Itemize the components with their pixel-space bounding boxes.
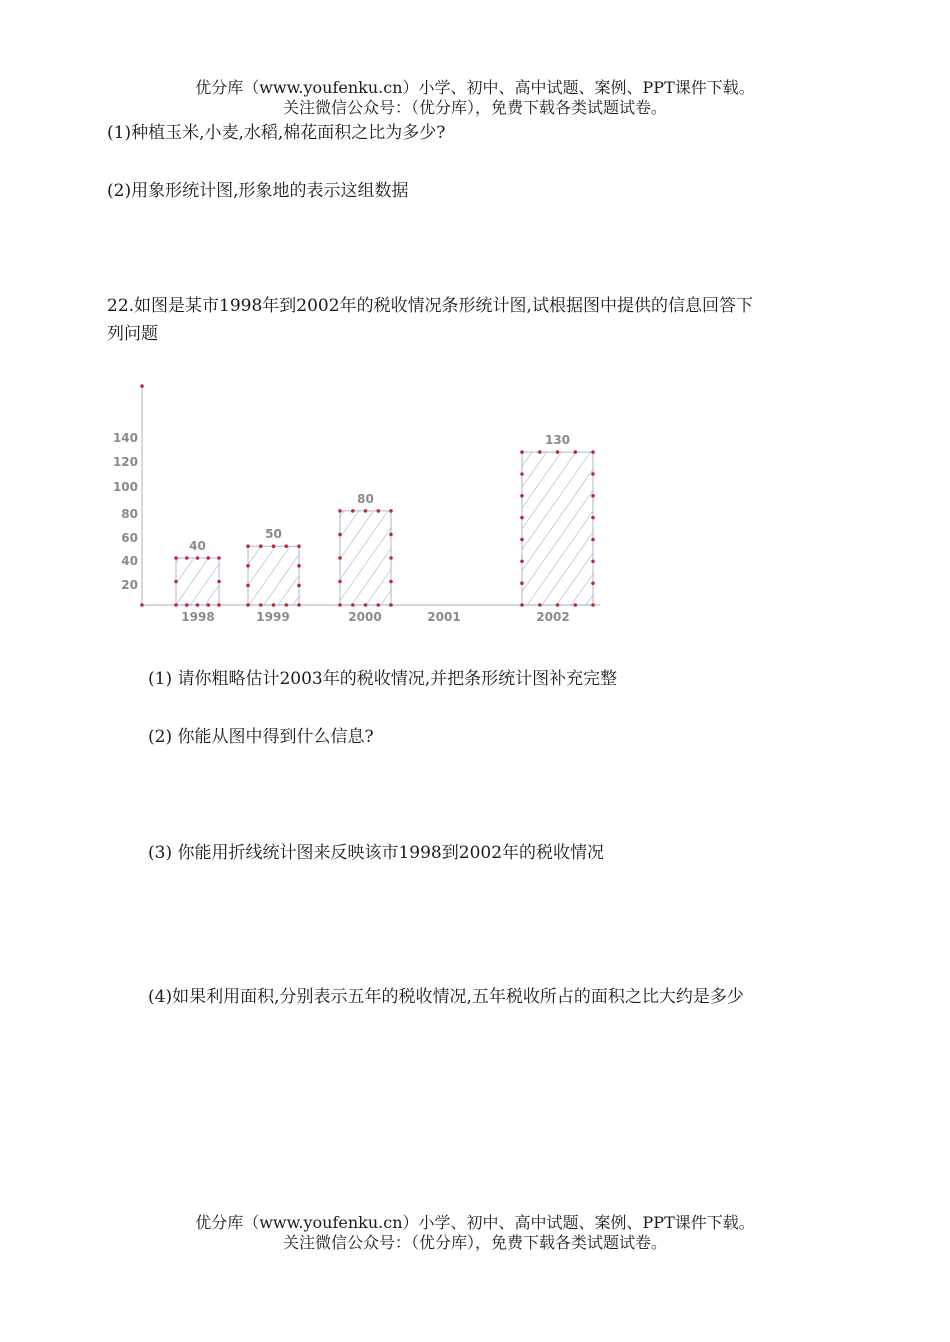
bar-1999-dot-2 — [272, 544, 276, 548]
problem-22-stem-line-2: 列问题 — [107, 324, 158, 344]
bar-1998-dot-7 — [196, 603, 200, 607]
bar-2002-dot-12 — [520, 494, 524, 498]
bar-2002-dot-2 — [556, 450, 560, 454]
bar-2000-dot-13 — [389, 556, 393, 560]
bar-1999-dot-7 — [272, 603, 276, 607]
bar-1998-dot-0 — [174, 556, 178, 560]
bar-2002-dot-19 — [591, 560, 595, 564]
bar-2002-dot-6 — [538, 603, 542, 607]
bar-2000-dot-15 — [389, 580, 393, 584]
bar-1999-dot-3 — [285, 544, 289, 548]
bar-2002-dot-18 — [520, 560, 524, 564]
y-tick-label-60: 60 — [121, 531, 138, 545]
bar-1998-dot-11 — [217, 580, 221, 584]
x-tick-label-2000: 2000 — [348, 610, 382, 624]
bar-2002-dot-4 — [591, 450, 595, 454]
bar-2000-dot-9 — [389, 603, 393, 607]
bar-2000-dot-2 — [364, 509, 368, 513]
bar-1999 — [248, 546, 299, 605]
bar-2002 — [522, 452, 593, 605]
bar-2002-dot-17 — [591, 538, 595, 542]
bar-2000 — [340, 511, 391, 605]
bar-2000-dot-11 — [389, 533, 393, 537]
bar-value-label-1999: 50 — [265, 527, 282, 542]
bar-1998-dot-1 — [185, 556, 189, 560]
bar-2000-dot-4 — [389, 509, 393, 513]
bar-2000-dot-6 — [351, 603, 355, 607]
bar-1999-dot-8 — [285, 603, 289, 607]
footer-line-2: 关注微信公众号：（优分库），免费下载各类试题试卷。 — [282, 1233, 667, 1252]
bar-1998 — [176, 558, 219, 605]
bar-1998-dot-9 — [217, 603, 221, 607]
bar-1999-dot-10 — [246, 564, 250, 568]
bar-2000-dot-1 — [351, 509, 355, 513]
y-tick-label-20: 20 — [121, 578, 138, 592]
bar-2000-dot-3 — [377, 509, 381, 513]
bar-1999-dot-6 — [259, 603, 263, 607]
x-tick-label-2002: 2002 — [536, 610, 570, 624]
bar-2002-dot-16 — [520, 538, 524, 542]
bar-2002-dot-0 — [520, 450, 524, 454]
bar-value-label-2002: 130 — [544, 433, 571, 448]
problem-22-sub-2: (2) 你能从图中得到什么信息? — [148, 727, 374, 747]
bar-2002-dot-9 — [591, 603, 595, 607]
bar-value-label-1998: 40 — [189, 538, 206, 553]
x-tick-label-2001: 2001 — [427, 610, 461, 624]
y-tick-label-40: 40 — [121, 554, 138, 568]
header-line-1: 优分库（www.youfenku.cn）小学、初中、高中试题、案例、PPT课件下载。 — [195, 78, 755, 97]
tax-bar-chart — [100, 378, 620, 628]
bar-1998-dot-2 — [196, 556, 200, 560]
bar-1999-dot-4 — [297, 544, 301, 548]
bar-2002-dot-14 — [520, 516, 524, 520]
problem-22-sub-1: (1) 请你粗略估计2003年的税收情况,并把条形统计图补充完整 — [148, 669, 618, 689]
bar-2000-dot-0 — [338, 509, 342, 513]
bar-1998-dot-5 — [174, 603, 178, 607]
bar-2002-dot-11 — [591, 472, 595, 476]
y-tick-label-80: 80 — [121, 507, 138, 521]
bar-2002-dot-5 — [520, 603, 524, 607]
bar-1998-dot-10 — [174, 580, 178, 584]
bar-value-label-2000: 80 — [357, 491, 374, 506]
bar-1999-dot-13 — [297, 584, 301, 588]
bar-2002-dot-13 — [591, 494, 595, 498]
origin-dot — [140, 603, 144, 607]
problem-22-stem-line-1: 22.如图是某市1998年到2002年的税收情况条形统计图,试根据图中提供的信息回答下 — [107, 296, 753, 316]
problem-22-sub-3: (3) 你能用折线统计图来反映该市1998到2002年的税收情况 — [148, 843, 605, 863]
bar-1999-dot-12 — [246, 584, 250, 588]
bar-1998-dot-6 — [185, 603, 189, 607]
bar-1998-dot-8 — [207, 603, 211, 607]
x-tick-label-1999: 1999 — [256, 610, 290, 624]
bar-2002-dot-1 — [538, 450, 542, 454]
bar-2000-dot-8 — [377, 603, 381, 607]
prev-question-1: (1)种植玉米,小麦,水稻,棉花面积之比为多少? — [107, 123, 446, 143]
bar-2000-dot-12 — [338, 556, 342, 560]
bar-1999-dot-1 — [259, 544, 263, 548]
bar-1998-dot-3 — [207, 556, 211, 560]
bar-2000-dot-14 — [338, 580, 342, 584]
bar-2002-dot-15 — [591, 516, 595, 520]
bar-1998-dot-4 — [217, 556, 221, 560]
footer-line-1: 优分库（www.youfenku.cn）小学、初中、高中试题、案例、PPT课件下载。 — [195, 1213, 755, 1232]
bar-2002-dot-8 — [574, 603, 578, 607]
y-tick-label-120: 120 — [112, 455, 138, 469]
y-axis-top-dot — [140, 384, 144, 388]
bar-2002-dot-7 — [556, 603, 560, 607]
bar-1999-dot-9 — [297, 603, 301, 607]
x-tick-label-1998: 1998 — [181, 610, 215, 624]
bar-2002-dot-3 — [574, 450, 578, 454]
bar-2000-dot-10 — [338, 533, 342, 537]
bar-1999-dot-0 — [246, 544, 250, 548]
bar-2002-dot-10 — [520, 472, 524, 476]
header-line-2: 关注微信公众号：（优分库），免费下载各类试题试卷。 — [282, 98, 667, 117]
y-tick-label-140: 140 — [112, 431, 138, 445]
problem-22-sub-4: (4)如果利用面积,分别表示五年的税收情况,五年税收所占的面积之比大约是多少 — [148, 987, 744, 1007]
bar-2000-dot-5 — [338, 603, 342, 607]
bar-1999-dot-11 — [297, 564, 301, 568]
bar-2000-dot-7 — [364, 603, 368, 607]
prev-question-2: (2)用象形统计图,形象地的表示这组数据 — [107, 181, 409, 201]
bar-2002-dot-20 — [520, 581, 524, 585]
bar-2002-dot-21 — [591, 581, 595, 585]
y-tick-label-100: 100 — [112, 480, 138, 494]
bar-1999-dot-5 — [246, 603, 250, 607]
